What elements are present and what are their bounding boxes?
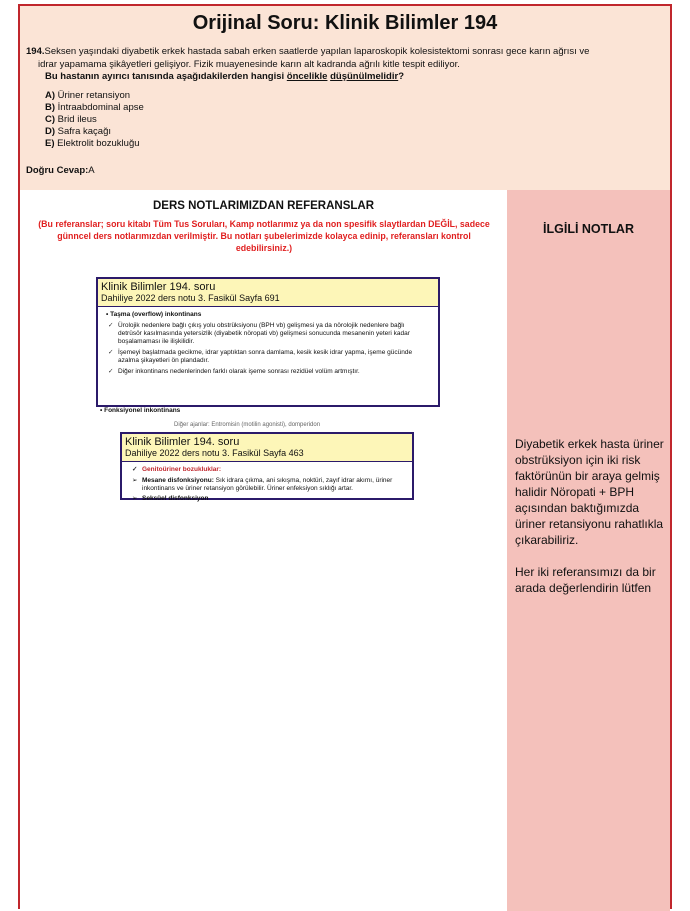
question-text — [26, 46, 651, 84]
prompt-text: Bu hastanın ayırıcı tanısında aşağıdakilerden hangisi — [45, 71, 287, 82]
list-item: ➢ Seksüel disfonksiyon — [130, 495, 404, 503]
option-c: C) Brid ileus — [45, 114, 97, 125]
snippet-heading: ✓ Genitoüriner bozukluklar: — [130, 466, 404, 474]
note-paragraph: Her iki referansımızı da bir arada değerlendirin lütfen — [515, 565, 656, 595]
answer-label: Doğru Cevap: — [26, 165, 89, 176]
prompt-end: ? — [398, 71, 405, 82]
caption-title: Klinik Bilimler 194. soru — [125, 436, 240, 448]
correct-answer — [26, 165, 95, 176]
references-panel — [20, 190, 507, 911]
caption-source: Dahiliye 2022 ders notu 3. Fasikül Sayfa 691 — [101, 293, 280, 303]
question-line-1: Seksen yaşındaki diyabetik erkek hastada sabah erken saatlerde yapılan laparoskopik kolesistektomi sonrası gece karın ağrısı ve — [44, 46, 590, 57]
section-heading: • Fonksiyonel inkontinans — [100, 407, 180, 414]
option-b: B) İntraabdominal apse — [45, 102, 144, 113]
options-list — [45, 90, 144, 150]
prompt-underline-1: öncelikle — [286, 71, 328, 82]
related-note — [515, 436, 665, 612]
page-title: Orijinal Soru: Klinik Bilimler 194 — [192, 12, 498, 34]
list-item: ✓ İşemeyi başlatmada gecikme, idrar yaptıktan sonra damlama, kesik kesik idrar yapma, işeme gücünde azalma şikayetleri ön plandadır. — [106, 349, 430, 365]
related-heading: İLGİLİ NOTLAR — [543, 222, 634, 236]
prompt-underline-2: düşünülmelidir — [330, 71, 399, 82]
related-notes-panel — [507, 190, 670, 911]
snippet-body — [98, 307, 438, 383]
list-item: ✓ Ürolojik nedenlere bağlı çıkış yolu obstrüksiyonu (BPH vb) gelişmesi ya da nörolojik nedenlere bağlı detrüsör kasılmasında yetersizlik (diyabetik nöropati vb) gelişmesi sonucunda mesanenin yeteri kadar boşalamaması ile ilişkilidir. — [106, 322, 430, 346]
references-note: (Bu referanslar; soru kitabı Tüm Tus Soruları, Kamp notlarımız ya da non spesifik slaytlardan DEĞİL, sadece günncel ders notlarımızdan verilmiştir. Bu notları şubelerimizde kolayca edinip, referansları kontrol edebilirsiniz.) — [38, 219, 490, 253]
caption-title: Klinik Bilimler 194. soru — [101, 281, 216, 293]
question-panel — [20, 6, 670, 190]
reference-snippet-2 — [120, 432, 414, 500]
question-number: 194. — [26, 46, 45, 57]
snippet-heading: • Taşma (overflow) inkontinans — [106, 311, 430, 319]
list-item: ➢ Mesane disfonksiyonu: Sık idrara çıkma, ani sıkışma, noktüri, zayıf idrar akımı, üriner inkontinans ve üriner retansiyon görülebilir. Üriner enfeksiyon sıklığı artar. — [130, 477, 404, 493]
snippet-body — [122, 462, 412, 509]
option-a: A) Üriner retansiyon — [45, 90, 131, 101]
list-item: ✓ Diğer inkontinans nedenlerinden farklı olarak işeme sonrası rezidüel volüm artmıştır. — [106, 368, 430, 376]
question-line-2: idrar yapamama şikâyetleri gelişiyor. Fizik muayenesinde karın alt kadranda ağrılı kitle tespit ediliyor. — [38, 58, 460, 70]
note-paragraph: Diyabetik erkek hasta üriner obstrüksiyon için iki risk faktörünün bir araya gelmiş halidir Nöropati + BPH açısından baktığımızda üriner retansiyonu rahatlıkla çıkarabiliriz. — [515, 437, 664, 547]
references-heading: DERS NOTLARIMIZDAN REFERANSLAR — [152, 200, 375, 212]
reference-snippet-1 — [96, 277, 440, 407]
question-prompt — [26, 71, 651, 84]
snippet-caption — [122, 434, 412, 462]
partial-text: Diğer ajanlar: Entromisin (motilin agonisti), domperidon — [174, 422, 321, 428]
caption-source: Dahiliye 2022 ders notu 3. Fasikül Sayfa 463 — [125, 448, 304, 458]
option-d: D) Safra kaçağı — [45, 126, 112, 137]
option-e: E) Elektrolit bozukluğu — [45, 138, 140, 149]
page-frame — [18, 4, 672, 909]
snippet-caption — [98, 279, 438, 307]
answer-value: A — [88, 165, 95, 176]
